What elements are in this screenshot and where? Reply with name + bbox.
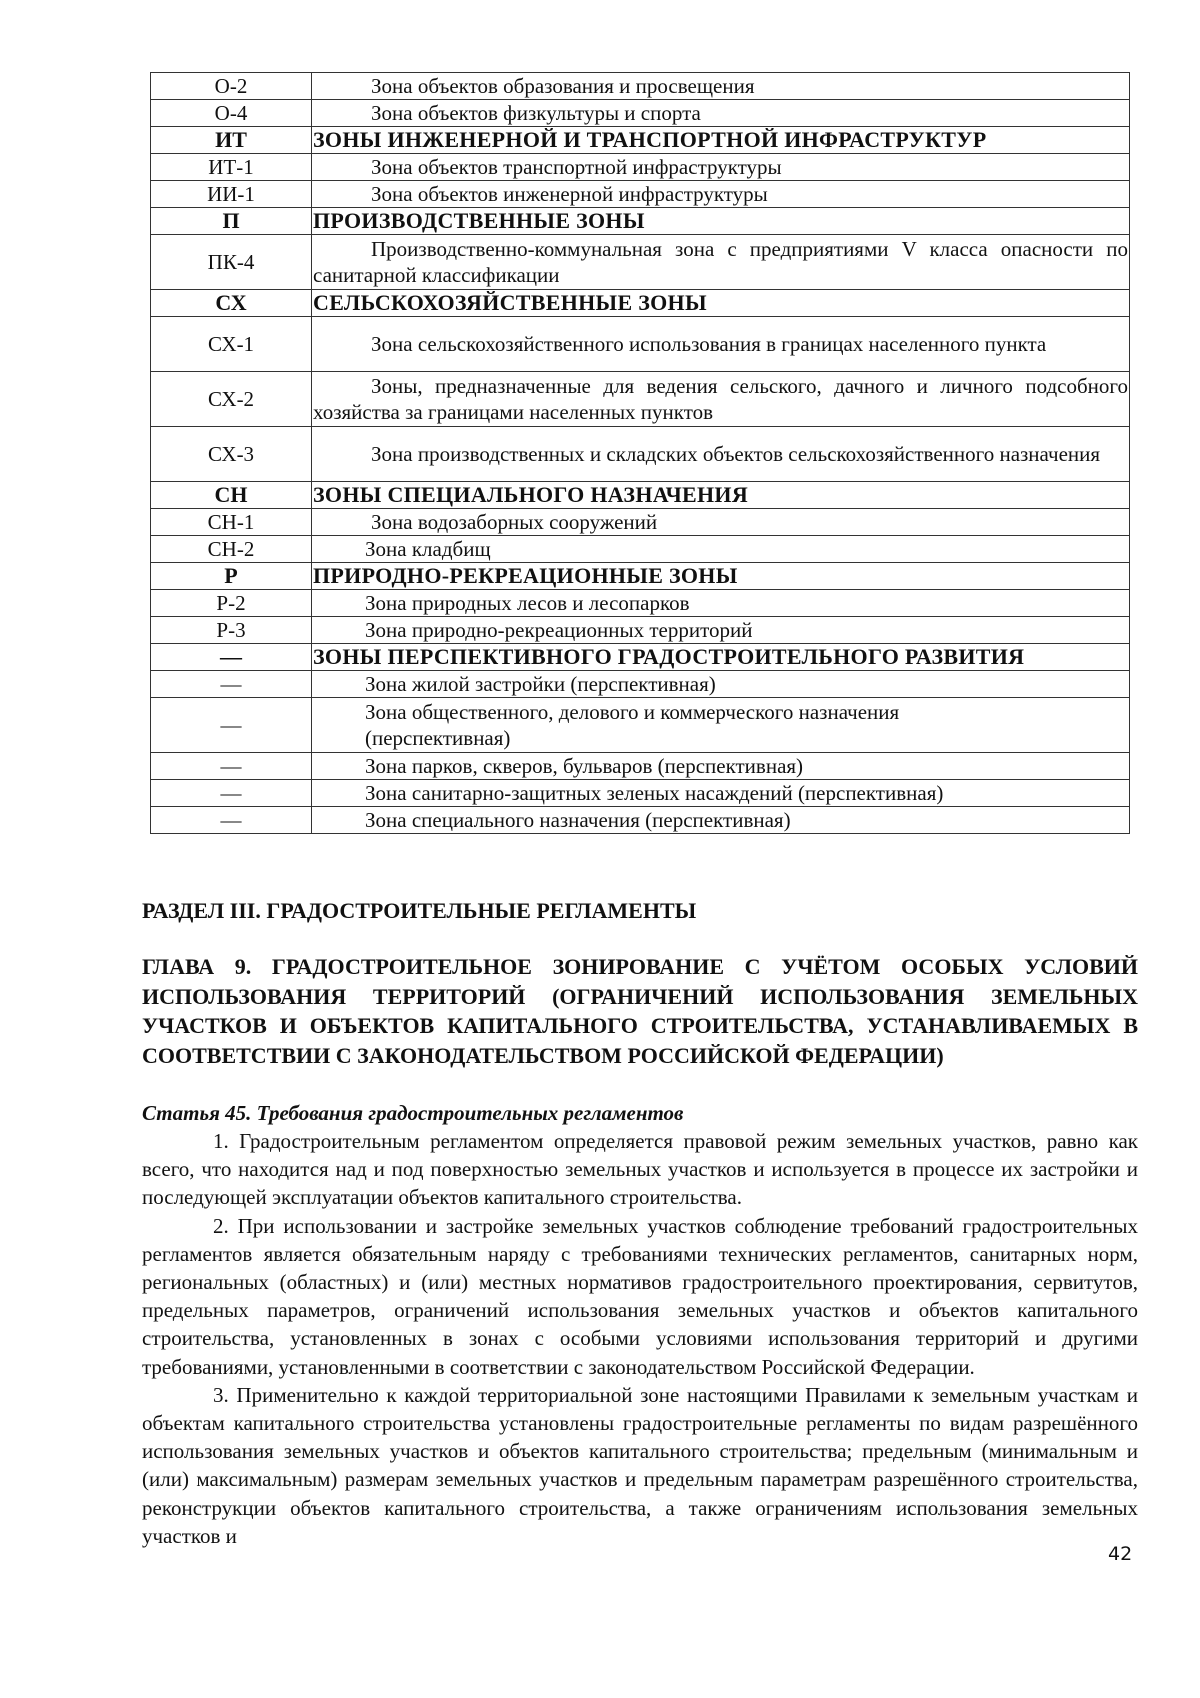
zone-name-text: Зона объектов образования и просвещения — [371, 74, 755, 98]
zone-name-text: Зона объектов физкультуры и спорта — [371, 101, 701, 125]
zone-code: — — [151, 780, 312, 807]
table-row — [151, 536, 1130, 563]
table-row — [151, 317, 1130, 372]
paragraph: 3. Применительно к каждой территориальной зоне настоящими Правилами к земельным участкам и объектам капитального строительства установлены градостроительные регламенты по видам разрешённого использования земельных участков и объектов капитального строительства; предельным (минимальным и (или) максимальным) размерам земельных участков и предельным параметрам разрешённого строительства, реконструкции объектов капитального строительства, а также ограничениям использования земельных участков и — [142, 1382, 1138, 1548]
zone-name — [312, 807, 1130, 834]
zone-name-text: Зона природных лесов и лесопарков — [365, 591, 690, 615]
table-row — [151, 100, 1130, 127]
zone-name — [312, 671, 1130, 698]
article-body — [142, 1127, 1138, 1550]
zone-code: — — [151, 807, 312, 834]
zone-group-name: ПРИРОДНО-РЕКРЕАЦИОННЫЕ ЗОНЫ — [312, 563, 1130, 590]
zone-name-text: Зона кладбищ — [365, 537, 491, 561]
zone-name — [312, 181, 1130, 208]
zone-name-text: Зона объектов транспортной инфраструктуры — [371, 155, 782, 179]
table-group-row — [151, 290, 1130, 317]
table-row — [151, 753, 1130, 780]
table-row — [151, 671, 1130, 698]
table-row — [151, 181, 1130, 208]
table-row — [151, 590, 1130, 617]
table-row — [151, 73, 1130, 100]
zone-code: О-4 — [151, 100, 312, 127]
zone-group-code: СН — [151, 482, 312, 509]
zones-table-body — [151, 73, 1130, 834]
zone-name — [312, 780, 1130, 807]
zone-name-text: Зона санитарно-защитных зеленых насаждений (перспективная) — [365, 781, 944, 805]
zone-name — [312, 317, 1130, 372]
zone-name-text: Зона природно-рекреационных территорий — [365, 618, 753, 642]
zone-group-code: СХ — [151, 290, 312, 317]
zones-table — [150, 72, 1130, 834]
zone-name-text: Зона сельскохозяйственного использования в границах населенного пункта — [371, 332, 1047, 356]
zone-name — [312, 698, 1130, 753]
table-row — [151, 780, 1130, 807]
zone-code: ИИ-1 — [151, 181, 312, 208]
table-group-row — [151, 563, 1130, 590]
zone-group-name: ЗОНЫ ПЕРСПЕКТИВНОГО ГРАДОСТРОИТЕЛЬНОГО РАЗВИТИЯ — [312, 644, 1130, 671]
table-row — [151, 698, 1130, 753]
table-group-row — [151, 127, 1130, 154]
table-row — [151, 235, 1130, 290]
zone-group-name: ЗОНЫ СПЕЦИАЛЬНОГО НАЗНАЧЕНИЯ — [312, 482, 1130, 509]
zone-code: — — [151, 698, 312, 753]
zone-name — [312, 536, 1130, 563]
zone-group-name: ПРОИЗВОДСТВЕННЫЕ ЗОНЫ — [312, 208, 1130, 235]
zone-name — [312, 590, 1130, 617]
table-group-row — [151, 482, 1130, 509]
zone-name-text: Производственно-коммунальная зона с предприятиями V класса опасности по санитарной классификации — [313, 237, 1128, 287]
zone-code: СХ-2 — [151, 372, 312, 427]
table-group-row — [151, 208, 1130, 235]
paragraph: 1. Градостроительным регламентом определяется правовой режим земельных участков, равно как всего, что находится над и под поверхностью земельных участков и используется в процессе их застройки и последующей эксплуатации объектов капитального строительства. — [142, 1129, 1138, 1210]
zone-code: СН-2 — [151, 536, 312, 563]
zone-code: О-2 — [151, 73, 312, 100]
zone-group-code: ИТ — [151, 127, 312, 154]
zone-code: СХ-1 — [151, 317, 312, 372]
zone-code: — — [151, 753, 312, 780]
zone-code: ПК-4 — [151, 235, 312, 290]
article-title: Статья 45. Требования градостроительных регламентов — [142, 1101, 684, 1125]
zone-group-name: СЕЛЬСКОХОЗЯЙСТВЕННЫЕ ЗОНЫ — [312, 290, 1130, 317]
zone-code: Р-2 — [151, 590, 312, 617]
table-row — [151, 154, 1130, 181]
zone-group-code: Р — [151, 563, 312, 590]
zone-name-text: Зона объектов инженерной инфраструктуры — [371, 182, 768, 206]
table-row — [151, 427, 1130, 482]
page-number: 42 — [1108, 1543, 1133, 1565]
zone-code: ИТ-1 — [151, 154, 312, 181]
zone-name — [312, 154, 1130, 181]
section-title: РАЗДЕЛ III. ГРАДОСТРОИТЕЛЬНЫЕ РЕГЛАМЕНТЫ — [142, 898, 697, 923]
zone-name — [312, 427, 1130, 482]
zone-group-code: — — [151, 644, 312, 671]
zone-name-text: Зона производственных и складских объектов сельскохозяйственного назначения — [371, 442, 1101, 466]
zone-name — [312, 73, 1130, 100]
paragraph: 2. При использовании и застройке земельных участков соблюдение требований градостроительных регламентов является обязательным наряду с требованиями технических регламентов, санитарных норм, региональных (областных) и (или) местных нормативов градостроительного проектирования, сервитутов, предельных параметров, ограничений использования земельных участков и объектов капитального строительства, установленных в зонах с особыми условиями использования территорий и другими требованиями, установленными в соответствии с законодательством Российской Федерации. — [142, 1213, 1138, 1379]
zone-group-name: ЗОНЫ ИНЖЕНЕРНОЙ И ТРАНСПОРТНОЙ ИНФРАСТРУКТУР — [312, 127, 1130, 154]
zone-name — [312, 372, 1130, 427]
table-row — [151, 617, 1130, 644]
chapter-title: ГЛАВА 9. ГРАДОСТРОИТЕЛЬНОЕ ЗОНИРОВАНИЕ С УЧЁТОМ ОСОБЫХ УСЛОВИЙ ИСПОЛЬЗОВАНИЯ ТЕРРИТОРИЙ (ОГРАНИЧЕНИЙ ИСПОЛЬЗОВАНИЯ ЗЕМЕЛЬНЫХ УЧАСТКОВ И ОБЪЕКТОВ КАПИТАЛЬНОГО СТРОИТЕЛЬСТВА, УСТАНАВЛИВАЕМЫХ В СООТВЕТСТВИИ С ЗАКОНОДАТЕЛЬСТВОМ РОССИЙСКОЙ ФЕДЕРАЦИИ) — [142, 954, 1138, 1068]
zone-name-text: Зона общественного, делового и коммерческого назначения (перспективная) — [365, 700, 900, 750]
table-row — [151, 509, 1130, 536]
zone-name — [312, 753, 1130, 780]
zone-code: — — [151, 671, 312, 698]
zone-name-text: Зона жилой застройки (перспективная) — [365, 672, 716, 696]
zone-name — [312, 100, 1130, 127]
zone-code: Р-3 — [151, 617, 312, 644]
zone-name-text: Зона специального назначения (перспективная) — [365, 808, 791, 832]
table-row — [151, 807, 1130, 834]
zone-name — [312, 617, 1130, 644]
zone-group-code: П — [151, 208, 312, 235]
zone-name — [312, 509, 1130, 536]
zone-name — [312, 235, 1130, 290]
zone-code: СХ-3 — [151, 427, 312, 482]
table-group-row — [151, 644, 1130, 671]
table-row — [151, 372, 1130, 427]
zone-name-text: Зоны, предназначенные для ведения сельского, дачного и личного подсобного хозяйства за границами населенных пунктов — [313, 374, 1128, 424]
zone-code: СН-1 — [151, 509, 312, 536]
zone-name-text: Зона парков, скверов, бульваров (перспективная) — [365, 754, 804, 778]
zone-name-text: Зона водозаборных сооружений — [371, 510, 658, 534]
